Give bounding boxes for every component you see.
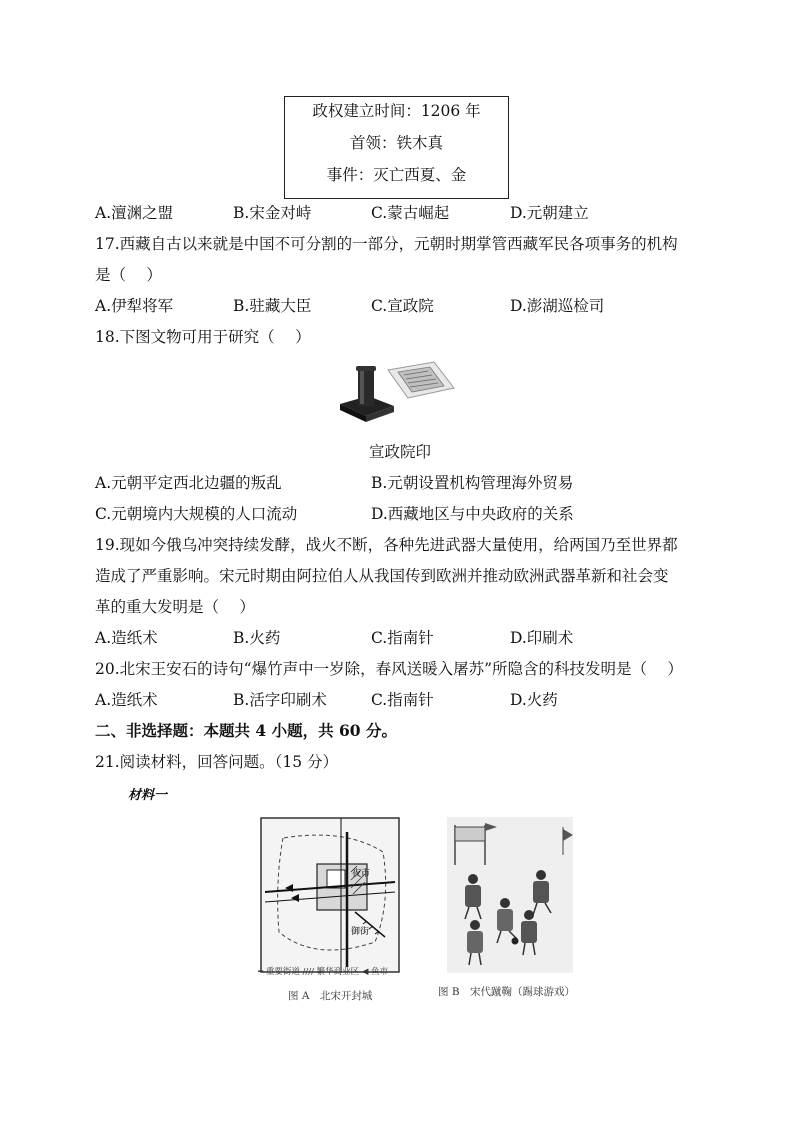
q19-option-d[interactable]: D.印刷术 — [510, 629, 574, 647]
info-founding-time: 政权建立时间：1206 年 — [312, 102, 481, 120]
q17-stem-line1: 17.西藏自古以来就是中国不可分割的一部分，元朝时期掌管西藏军民各项事务的机构 — [95, 235, 678, 253]
q16-option-d[interactable]: D.元朝建立 — [510, 204, 589, 222]
info-leader: 首领：铁木真 — [349, 134, 443, 152]
q18-stem: 18.下图文物可用于研究（ ） — [95, 328, 311, 346]
q17-stem-line2: 是（ ） — [95, 266, 162, 284]
q20-option-c[interactable]: C.指南针 — [371, 691, 434, 709]
section2-heading: 二、非选择题：本题共 4 小题，共 60 分。 — [95, 721, 397, 740]
q16-option-a[interactable]: A.澶渊之盟 — [95, 204, 174, 222]
q19-stem-line2: 造成了严重影响。宋元时期由阿拉伯人从我国传到欧洲并推动欧洲武器革新和社会变 — [95, 567, 669, 585]
info-events: 事件：灭亡西夏、金 — [326, 166, 467, 184]
q17-option-b[interactable]: B.驻藏大臣 — [233, 297, 312, 315]
q17-option-d[interactable]: D.澎湖巡检司 — [510, 297, 605, 315]
q19-stem-line3: 革的重大发明是（ ） — [95, 598, 255, 616]
q16-option-b[interactable]: B.宋金对峙 — [233, 204, 312, 222]
figure-b-caption: 图 B 宋代蹴鞠（踢球游戏） — [438, 986, 576, 998]
seal-caption: 宣政院印 — [368, 443, 431, 461]
q19-option-b[interactable]: B.火药 — [233, 629, 281, 647]
xuanzhengyuan-seal-image — [338, 358, 458, 428]
q18-option-d[interactable]: D.西藏地区与中央政府的关系 — [371, 505, 574, 523]
q20-option-d[interactable]: D.火药 — [510, 691, 558, 709]
q20-option-b[interactable]: B.活字印刷术 — [233, 691, 327, 709]
q20-stem: 20.北宋王安石的诗句“爆竹声中一岁除，春风送暖入屠苏”所隐含的科技发明是（ ） — [95, 660, 683, 678]
kaifeng-map — [255, 812, 405, 980]
q18-option-b[interactable]: B.元朝设置机构管理海外贸易 — [371, 474, 574, 492]
q19-option-c[interactable]: C.指南针 — [371, 629, 434, 647]
material-one-label: 材料一 — [128, 788, 168, 803]
q17-option-a[interactable]: A.伊犁将军 — [95, 297, 174, 315]
q16-option-c[interactable]: C.蒙古崛起 — [371, 204, 450, 222]
figure-a-caption: 图 A 北宋开封城 — [288, 990, 373, 1002]
q19-stem-line1: 19.现如今俄乌冲突持续发酵，战火不断，各种先进武器大量使用，给两国乃至世界都 — [95, 536, 678, 554]
q20-option-a[interactable]: A.造纸术 — [95, 691, 158, 709]
cuju-painting — [445, 815, 575, 975]
q18-option-c[interactable]: C.元朝境内大规模的人口流动 — [95, 505, 298, 523]
map-legend: ━ 重要街道 //// 繁华商业区 ◀ 鱼市 — [258, 967, 389, 977]
map-label-imperial-street: 御街 — [351, 927, 370, 937]
q21-stem: 21.阅读材料，回答问题。（15 分） — [95, 753, 339, 771]
map-label-night-market: 夜市 — [352, 869, 371, 879]
info-box — [284, 96, 509, 199]
q17-option-c[interactable]: C.宣政院 — [371, 297, 434, 315]
q19-option-a[interactable]: A.造纸术 — [95, 629, 158, 647]
q18-option-a[interactable]: A.元朝平定西北边疆的叛乱 — [95, 474, 282, 492]
